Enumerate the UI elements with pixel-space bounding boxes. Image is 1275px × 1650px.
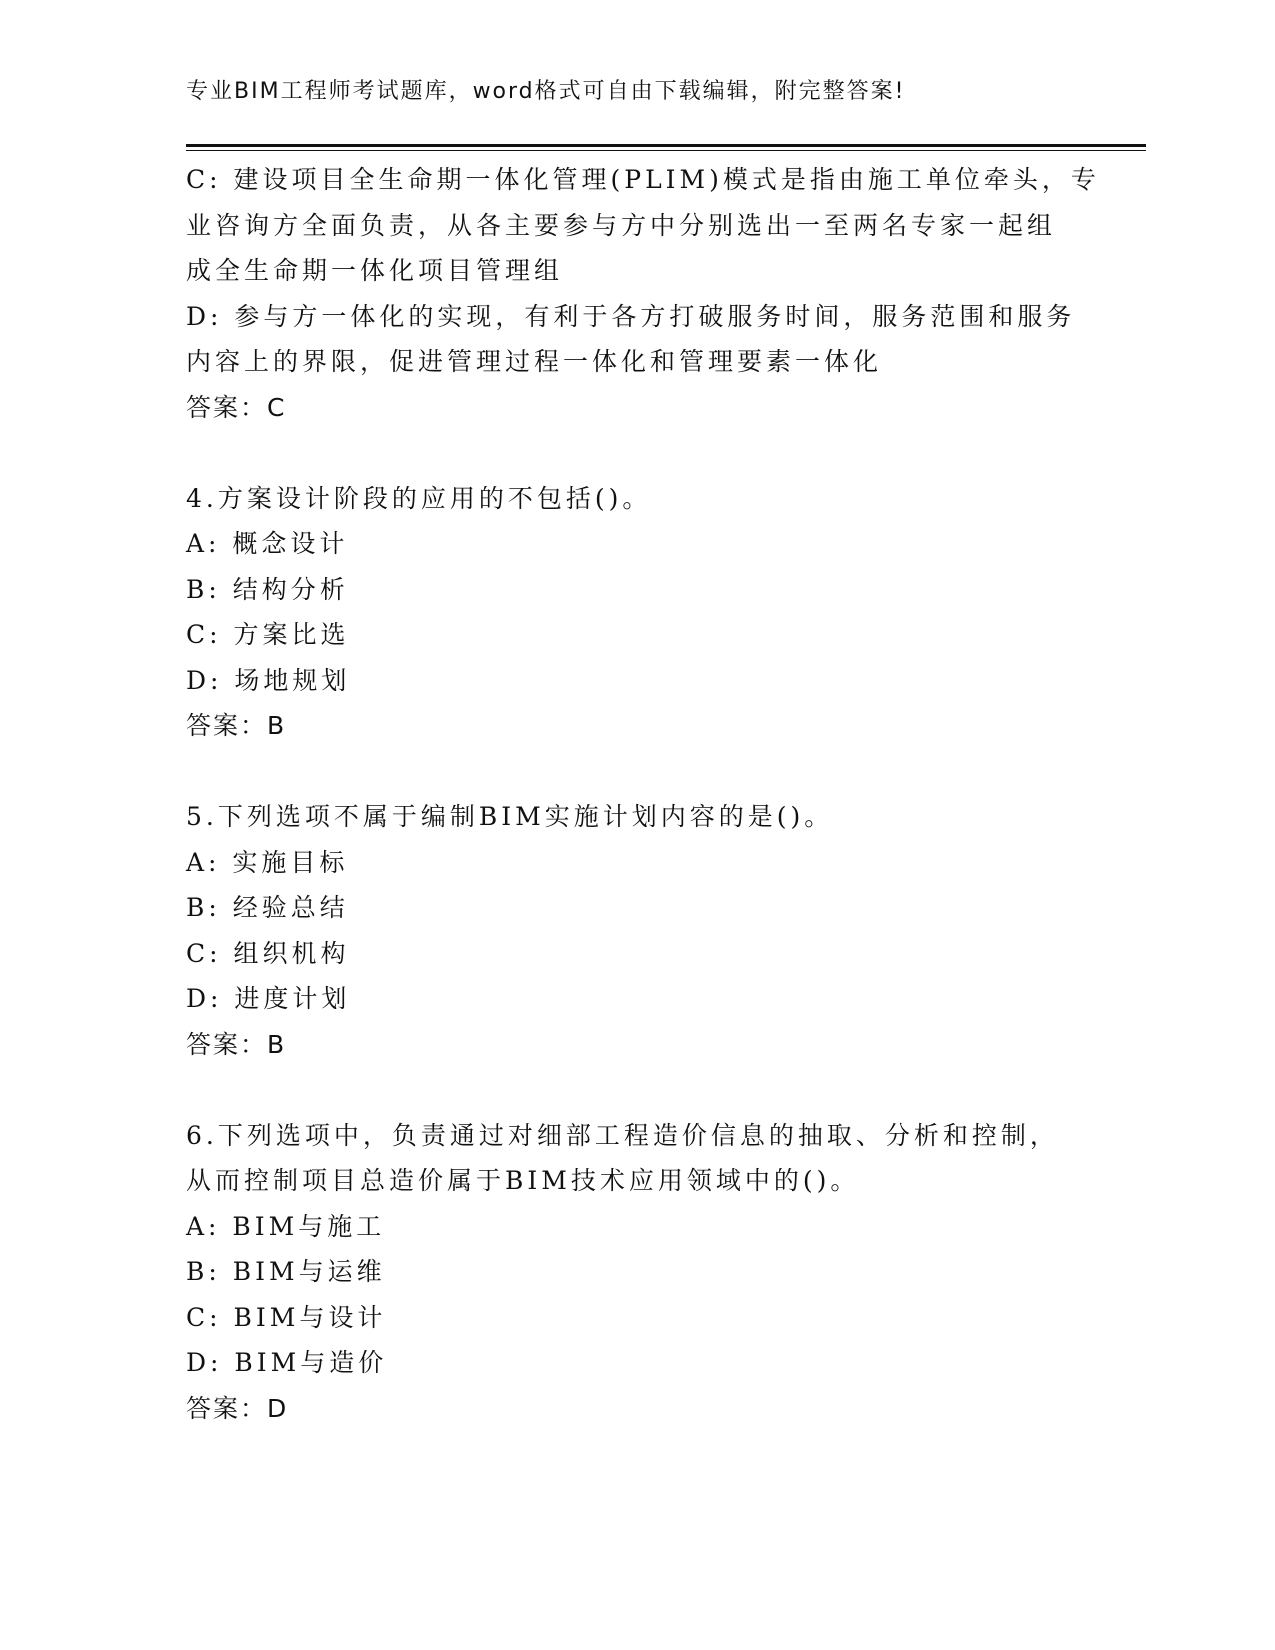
option-d	[186, 294, 1076, 385]
answer-line: 答案：C	[186, 392, 287, 422]
header-rule-thin	[186, 150, 1146, 151]
option-line: 成全生命期一体化项目管理组	[186, 256, 564, 285]
option-c: C: BIM与设计	[186, 1302, 387, 1332]
answer-line: 答案：B	[186, 711, 287, 740]
spacer	[186, 430, 1066, 476]
option-d: D: 场地规划	[186, 665, 351, 695]
question-5	[186, 794, 1066, 1067]
option-c: C: 方案比选	[186, 620, 350, 649]
question-text: 6.下列选项中，负责通过对细部工程造价信息的抽取、分析和控制，	[186, 1120, 1059, 1150]
option-b: B: 经验总结	[186, 893, 349, 922]
option-d: D: BIM与造价	[186, 1348, 388, 1377]
answer-line: 答案：D	[186, 1393, 289, 1423]
page-header: 专业BIM工程师考试题库，word格式可自由下载编辑，附完整答案!	[186, 79, 906, 104]
option-line: 内容上的界限，促进管理过程一体化和管理要素一体化	[186, 347, 883, 376]
spacer	[186, 749, 1066, 795]
option-c	[186, 157, 1100, 294]
option-a: A: 实施目标	[186, 847, 349, 877]
spacer	[186, 1067, 1066, 1113]
option-d: D: 进度计划	[186, 984, 351, 1013]
option-line: 业咨询方全面负责，从各主要参与方中分别选出一至两名专家一起组	[186, 210, 1057, 240]
option-a: A: 概念设计	[186, 529, 349, 558]
question-text: 从而控制项目总造价属于BIM技术应用领域中的()。	[186, 1166, 860, 1195]
answer-line: 答案：B	[186, 1029, 287, 1059]
option-a: A: BIM与施工	[186, 1211, 386, 1241]
question-3	[186, 157, 1100, 430]
document-body	[186, 157, 1100, 1431]
question-4	[186, 476, 1066, 749]
option-line: D: 参与方一体化的实现，有利于各方打破服务时间，服务范围和服务	[186, 301, 1076, 331]
question-6	[186, 1113, 1066, 1432]
option-b: B: BIM与运维	[186, 1257, 386, 1286]
option-b: B: 结构分析	[186, 574, 349, 604]
question-text: 4.方案设计阶段的应用的不包括()。	[186, 483, 652, 513]
option-line: C: 建设项目全生命期一体化管理(PLIM)模式是指由施工单位牵头，专	[186, 165, 1100, 194]
option-c: C: 组织机构	[186, 938, 350, 968]
question-text: 5.下列选项不属于编制BIM实施计划内容的是()。	[186, 802, 834, 831]
header-rule-thick	[186, 144, 1146, 147]
